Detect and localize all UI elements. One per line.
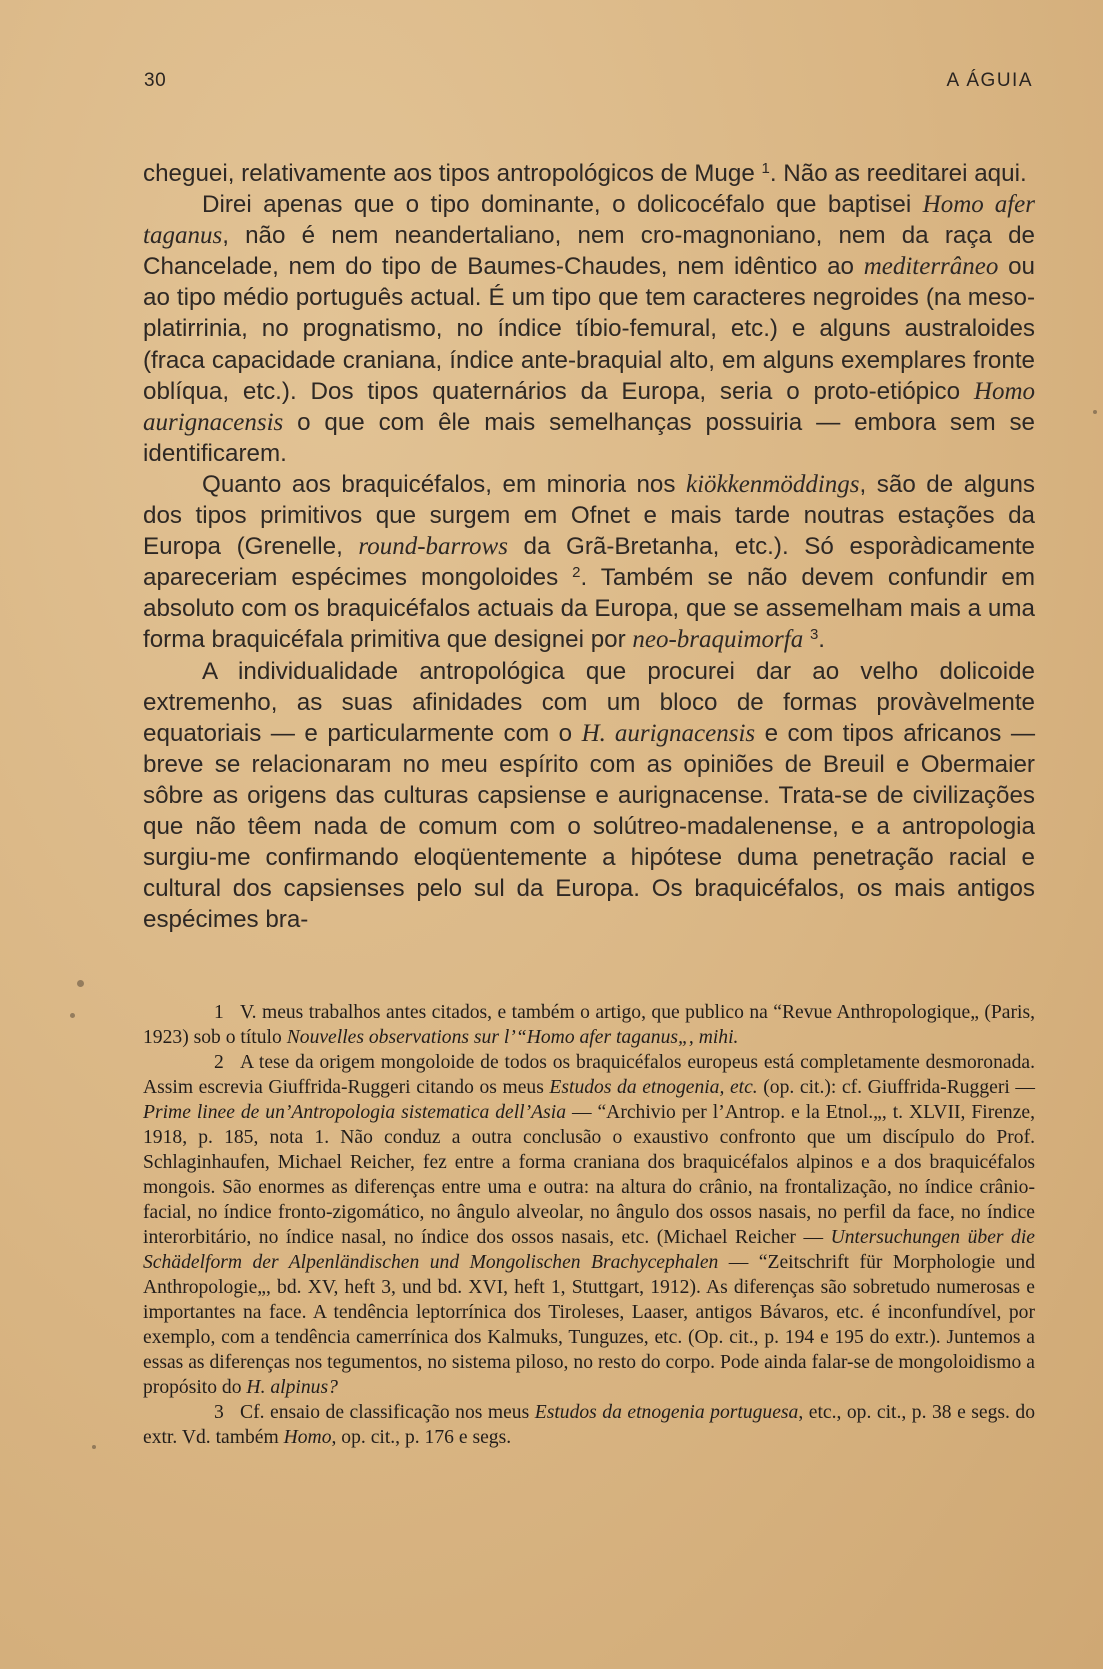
footnote-number: 1: [214, 1002, 224, 1023]
italic-term: neo-braquimorfa: [632, 626, 804, 654]
italic-term: kiökkenmöddings: [685, 470, 860, 498]
paragraph: cheguei, relativamente aos tipos antropológicos de Muge $^1$. Não as reeditarei aqui.: [143, 160, 1027, 187]
page-header: [144, 70, 1033, 100]
italic-term: Homo afer taganus: [143, 191, 1036, 250]
paragraph: Quanto aos braquicéfalos, em minoria nos kiökkenmöddings, são de alguns dos tipos primitivos que surgem em Ofnet e mais tarde noutras estações da Europa (Grenelle, round-barrows da Grã-Bretanha, etc.). Só esporàdicamente apareceriam espécimes mongoloides $^2$. Também se não devem confundir em absoluto com os braquicéfalos actuais da Europa, que se assemelham mais a uma forma braquicéfala primitiva que designei por neo-braquimorfa $^3$.: [143, 470, 1035, 654]
italic-term: round-barrows: [358, 533, 508, 561]
page-number: 30: [144, 70, 167, 91]
paper-speck: [70, 1013, 75, 1018]
footnote: 3 Cf. ensaio de classificação nos meus Estudos da etnogenia portuguesa, etc., op. cit., p. 38 e segs. do extr. Vd. também Homo, op. cit., p. 176 e segs.: [143, 1402, 1036, 1448]
paper-speck: [92, 1445, 96, 1449]
footnote: 2 A tese da origem mongoloide de todos os braquicéfalos europeus está completamente desmoronada. Assim escrevia Giuffrida-Ruggeri citando os meus Estudos da etnogenia, etc. (op. cit.): cf. Giuffrida-Ruggeri — Prime linee de un’Antropologia sistematica dell’Asia — “Archivio per l’Antrop. e la Etnol.„, t. XLVII, Firenze, 1918, p. 185, nota 1. Não conduz a outra conclusão o exaustivo confronto que um discípulo do Prof. Schlaginhaufen, Michael Reicher, fez entre a forma craniana dos braquicéfalos alpinos e a dos braquicéfalos mongois. São enormes as diferenças entre uma e outra: na altura do crânio, na frontalização, no índice crânio-facial, no índice fronto-zigomático, no ângulo alveolar, no ângulo dos ossos nasais, no perfil da face, no índice interorbitário, no índice nasal, no índice dos ossos nasais, etc. (Michael Reicher — Untersuchungen über die Schädelform der Alpenländischen und Mongolischen Brachycephalen — “Zeitschrift für Morphologie und Anthropologie„, bd. XV, heft 3, und bd. XVI, heft 1, Stuttgart, 1912). As diferenças são sobretudo numerosas e importantes na face. A tendência leptorrínica dos Tiroleses, Laaser, antigos Bávaros, etc. é inconfundível, por exemplo, com a tendência camerrínica dos Kalmuks, Tunguzes, etc. (Op. cit., p. 194 e 195 do extr.). Juntemos a essas as diferenças nos tegumentos, no sistema piloso, no resto do corpo. Pode ainda falar-se de mongoloidismo a propósito do H. alpinus?: [143, 1052, 1035, 1398]
main-text: [143, 158, 1035, 935]
italic-term: mediterrâneo: [863, 253, 999, 281]
italic-term: H. aurignacensis: [581, 719, 756, 747]
paragraph: A individualidade antropológica que procurei dar ao velho dolicoide extremenho, as suas afinidades com um bloco de formas provàvelmente equatoriais — e particularmente com o H. aurignacensis e com tipos africanos — breve se relacionaram no meu espírito com as opiniões de Breuil e Obermaier sôbre as origens das culturas capsiense e aurignacense. Trata-se de civilizações que não têem nada de comum com o solútreo-madalenense, e a antropologia surgiu-me confirmando eloqüentemente a hipótese duma penetração racial e cultural dos capsienses pelo sul da Europa. Os braquicéfalos, os mais antigos espécimes bra-: [143, 657, 1036, 934]
footnotes: [143, 1000, 1035, 1450]
italic-term: Homo aurignacensis: [143, 377, 1035, 436]
footnote-ref[interactable]: 2: [572, 564, 581, 582]
footnote-number: 2: [214, 1052, 224, 1073]
footnote: 1 V. meus trabalhos antes citados, e também o artigo, que publico na “Revue Anthropologique„ (Paris, 1923) sob o título Nouvelles observations sur l’“Homo afer taganus„, mihi.: [143, 1002, 1035, 1048]
paper-speck: [77, 980, 84, 987]
footnote-ref[interactable]: 1: [761, 160, 770, 177]
footnote-number: 3: [214, 1402, 224, 1423]
running-title: A ÁGUIA: [946, 70, 1033, 91]
paper-speck: [1093, 410, 1097, 414]
paragraph: Direi apenas que o tipo dominante, o dolicocéfalo que baptisei Homo afer taganus, não é nem neandertaliano, nem cro-magnoniano, nem da raça de Chancelade, nem do tipo de Baumes-Chaudes, nem idêntico ao mediterrâneo ou ao tipo médio português actual. É um tipo que tem caracteres negroides (na meso-platirrinia, no prognatismo, no índice tíbio-femural, etc.) e alguns australoides (fraca capacidade craniana, índice ante-braquial alto, em alguns exemplares fronte oblíqua, etc.). Dos tipos quaternários da Europa, seria o proto-etiópico Homo aurignacensis o que com êle mais semelhanças possuiria — embora sem se identificarem.: [143, 191, 1036, 467]
footnote-ref[interactable]: 3: [809, 626, 819, 644]
